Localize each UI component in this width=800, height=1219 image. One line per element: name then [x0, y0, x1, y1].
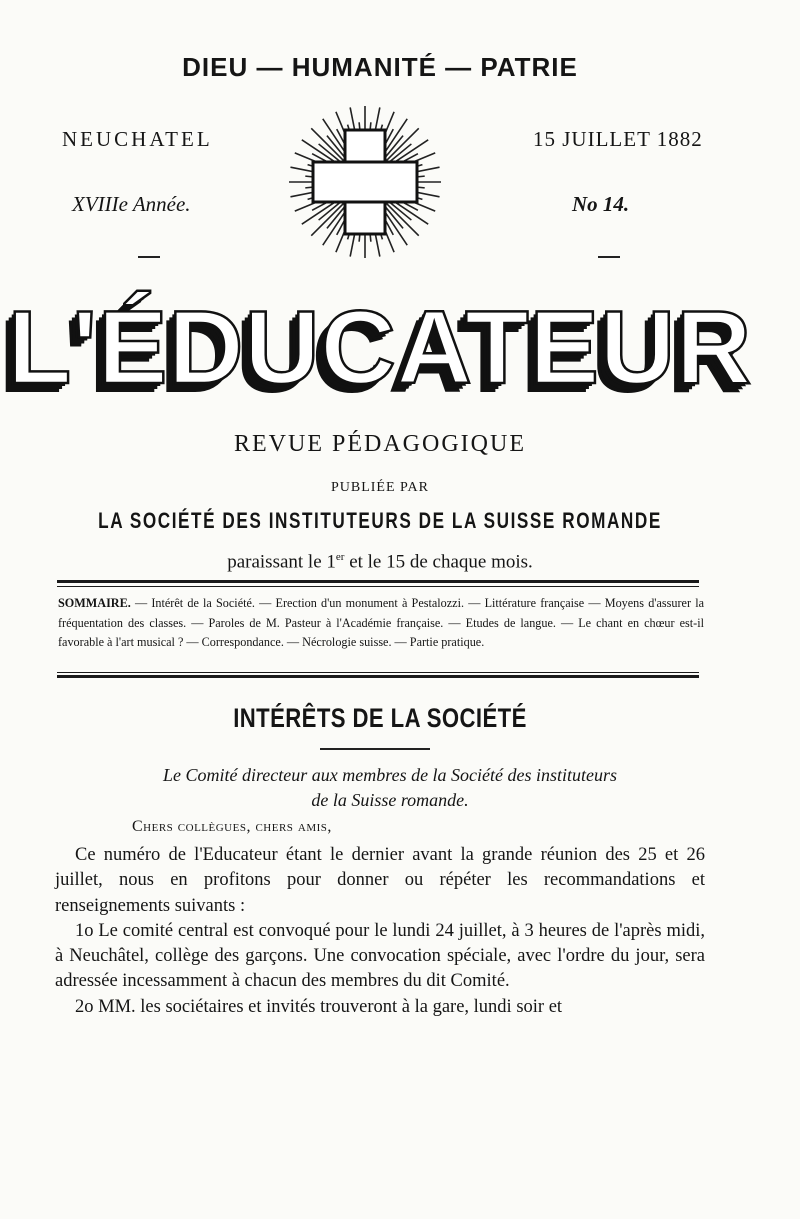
- masthead-title: L'ÉDUCATEUR: [7, 290, 753, 406]
- salutation: Chers collègues, chers amis,: [132, 818, 332, 835]
- table-of-contents: [58, 594, 704, 653]
- paragraph: 1o Le comité central est convoqué pour le lundi 24 juillet, à 3 heures de l'après midi, à Neuchâtel, collège des garçons. Une convocation spéciale, avec l'ordre du jour, sera adressée incessamment à chacun des membres du dit Comité.: [55, 920, 705, 992]
- paragraph: 2o MM. les sociétaires et invités trouveront à la gare, lundi soir et: [75, 996, 563, 1017]
- dash-right: [598, 256, 620, 258]
- article-body: [55, 843, 705, 1020]
- motto: DIEU — HUMANITÉ — PATRIE: [182, 52, 578, 82]
- intro-line-2: de la Suisse romande.: [311, 790, 469, 810]
- article-intro: [60, 763, 720, 813]
- summary-rule-bottom: [57, 675, 699, 678]
- publication-frequency: paraissant le 1er et le 15 de chaque mois.: [227, 551, 533, 573]
- summary-rule-top-thin: [57, 586, 699, 587]
- swiss-cross-sunburst-icon: [287, 103, 457, 263]
- society-name: LA SOCIÉTÉ DES INSTITUTEURS DE LA SUISSE ROMANDE: [98, 508, 662, 533]
- summary-rule-top: [57, 580, 699, 583]
- summary-label: SOMMAIRE.: [58, 596, 131, 610]
- intro-line-1: Le Comité directeur aux membres de la Société des instituteurs: [162, 765, 618, 785]
- volume-year: XVIIIe Année.: [72, 192, 191, 216]
- city: NEUCHATEL: [62, 127, 213, 151]
- dash-left: [138, 256, 160, 258]
- masthead-subtitle: REVUE PÉDAGOGIQUE: [234, 431, 526, 457]
- title-underline: [320, 748, 430, 750]
- article-title: INTÉRÊTS DE LA SOCIÉTÉ: [233, 703, 527, 733]
- issue-date: 15 JUILLET 1882: [533, 127, 703, 151]
- published-by: PUBLIÉE PAR: [330, 480, 429, 495]
- issue-number: No 14.: [572, 192, 630, 216]
- paragraph: Ce numéro de l'Educateur étant le dernier avant la grande réunion des 25 et 26 juillet, nous en profitons pour donner ou répéter les recommandations et renseignements suivants :: [55, 845, 705, 916]
- summary-rule-bottom-thin: [57, 672, 699, 673]
- summary-text: — Intérêt de la Société. — Erection d'un monument à Pestalozzi. — Littérature française — Moyens d'assurer la fréquentation des classes. — Paroles de M. Pasteur à l'Académie française. — Etudes de langue. — Le chant en chœur est-il favorable à l'art musical ? — Correspondance. — Nécrologie suisse. — Partie pratique.: [58, 596, 704, 649]
